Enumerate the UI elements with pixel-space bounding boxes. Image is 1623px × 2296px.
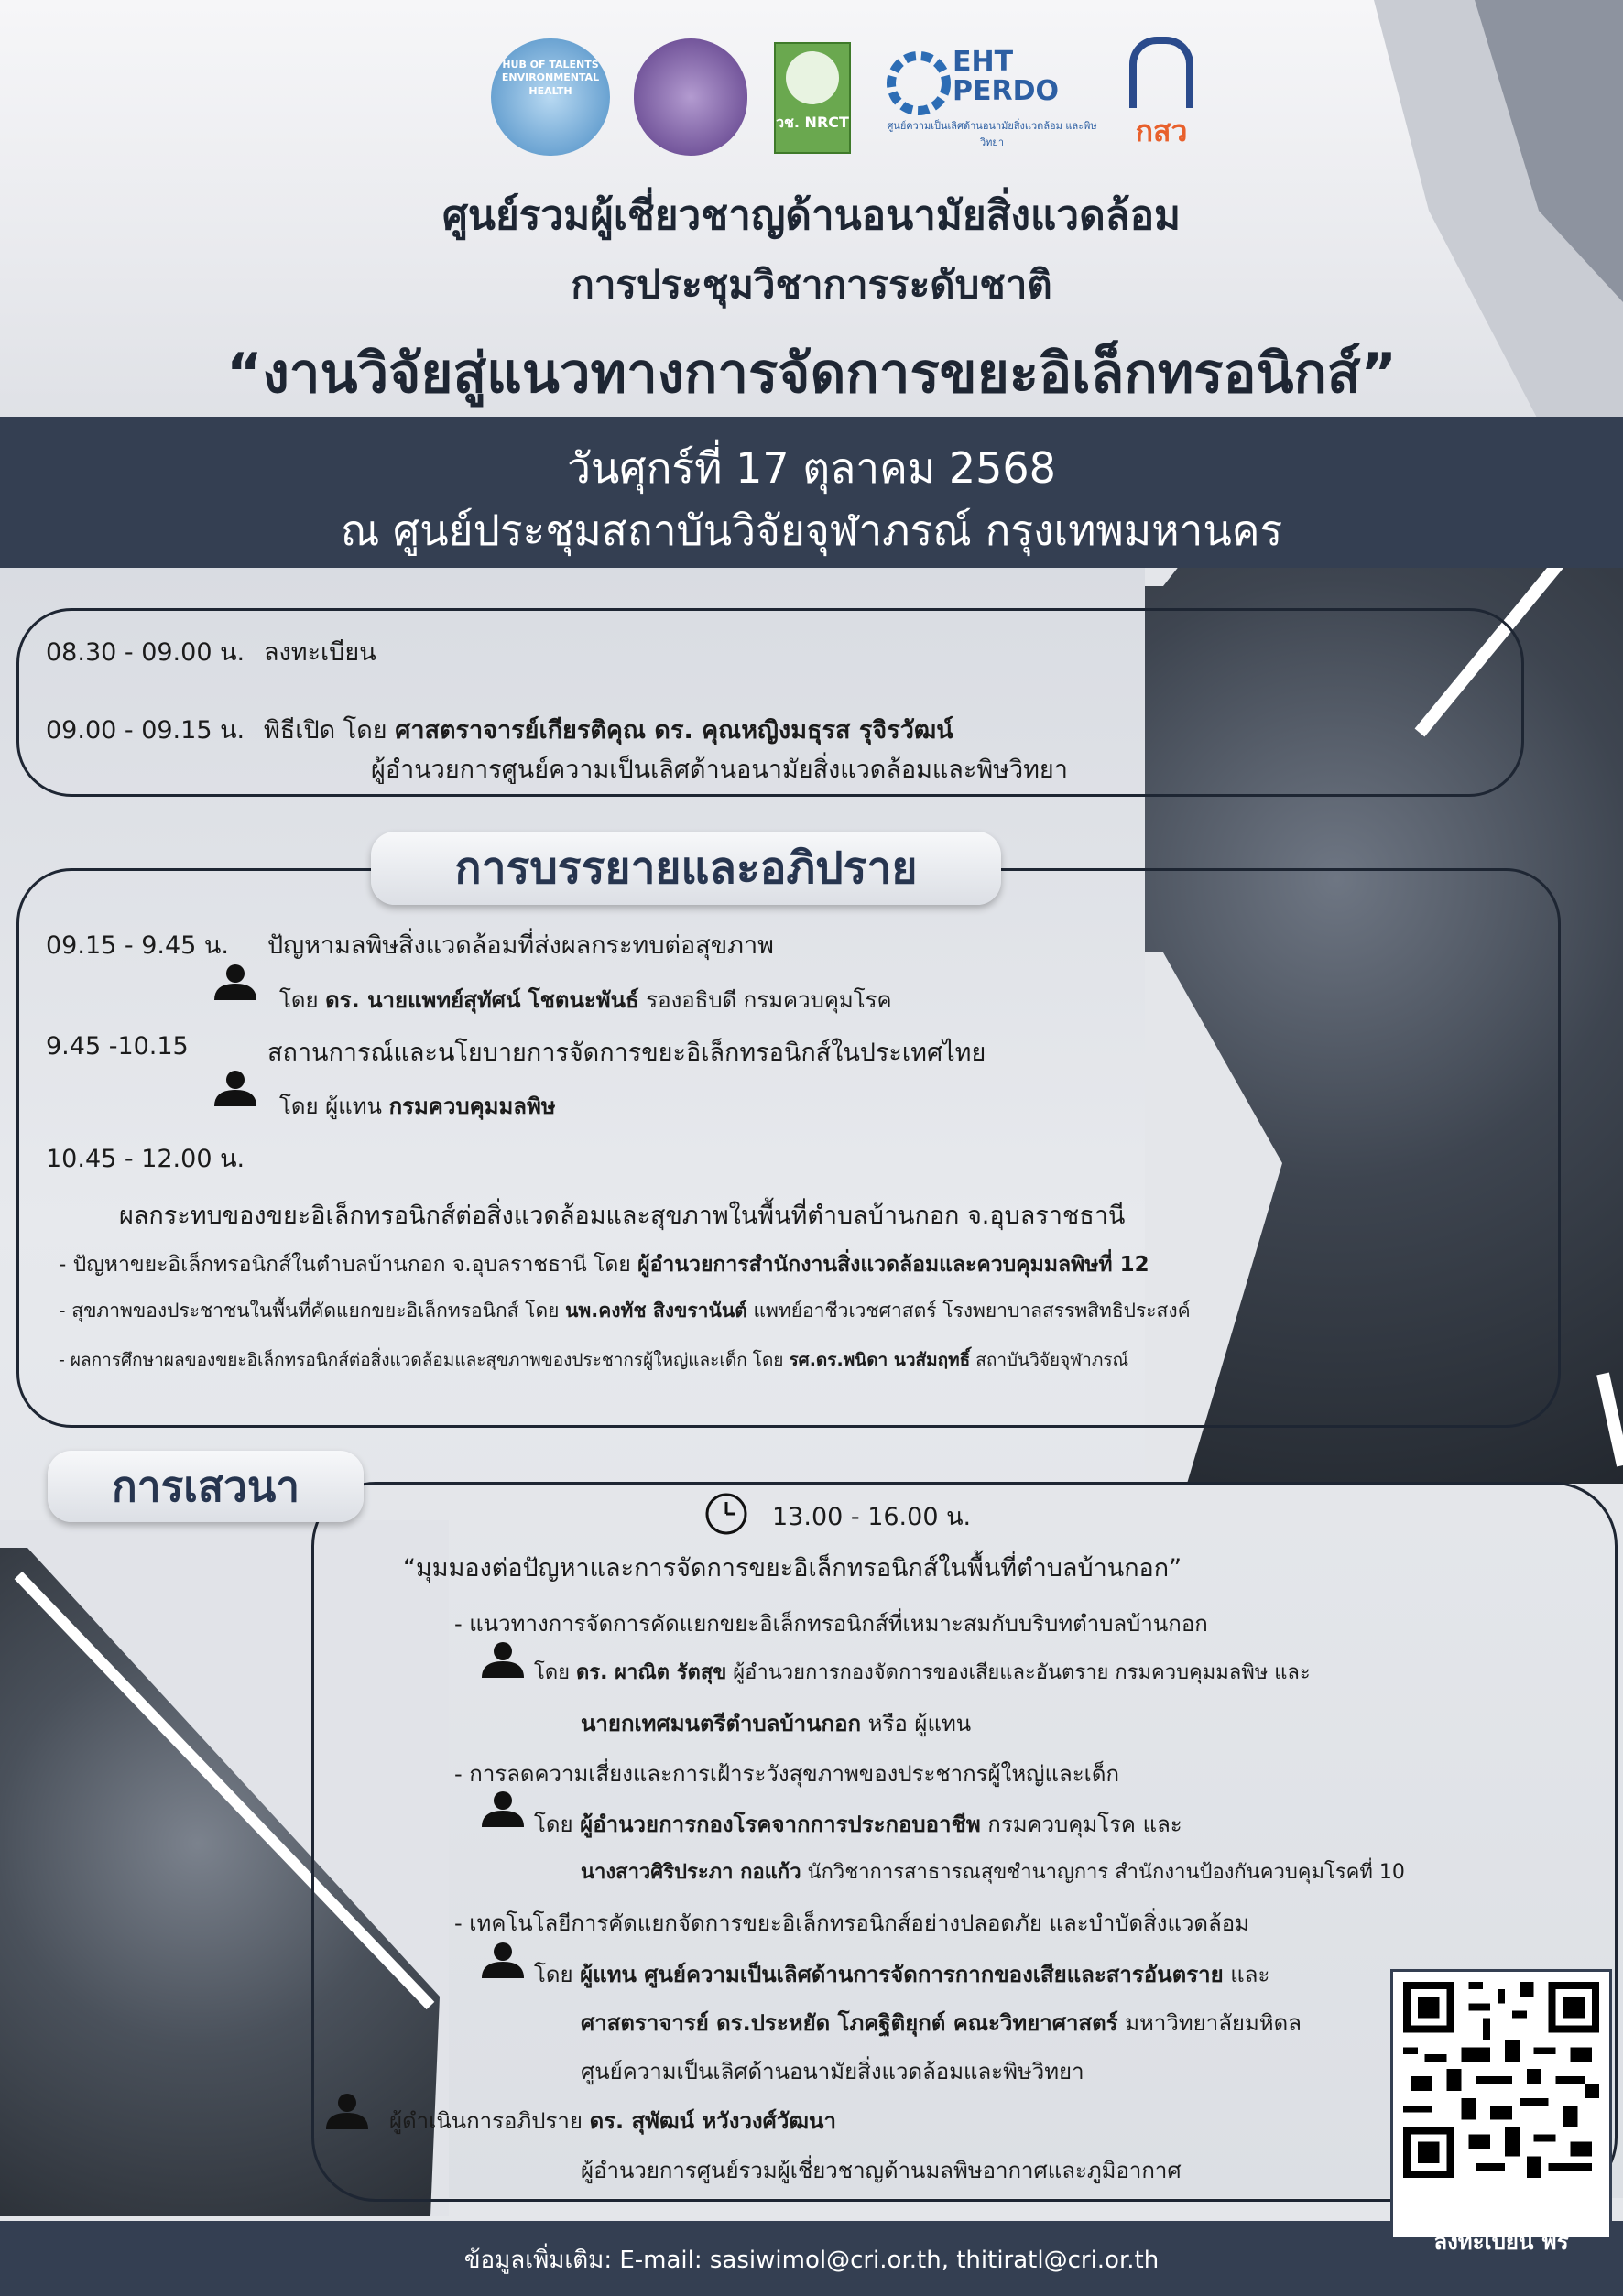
person-icon: [478, 1641, 528, 1678]
lecture-heading: การบรรยายและอภิปราย: [371, 832, 1001, 905]
event-type: การประชุมวิชาการระดับชาติ: [571, 262, 1052, 307]
s3-b3-speaker: รศ.ดร.พนิดา นวสัมฤทธิ์: [789, 1350, 971, 1370]
t1-speaker-2: นายกเทศมนตรีตำบลบ้านกอก: [581, 1711, 862, 1736]
contact-info[interactable]: ข้อมูลเพิ่มเติม: E-mail: sasiwimol@cri.or.th, thitiratl@cri.or.th: [463, 2247, 1160, 2274]
s2-by: โดย ผู้แทน: [279, 1094, 389, 1119]
opening-line: [264, 710, 953, 749]
t1-role: ผู้อำนวยการกองจัดการของเสียและอันตราย กรมควบคุมมลพิษ และ: [726, 1661, 1311, 1684]
s2-speaker: กรมควบคุมมลพิษ: [388, 1094, 556, 1119]
hub-of-talents-logo: [491, 38, 610, 156]
person-icon: [478, 1942, 528, 1978]
tsri-logo-text: กสว: [1135, 114, 1188, 148]
s3-b3-role: สถาบันวิจัยจุฬาภรณ์: [970, 1350, 1129, 1370]
lecture-box: [16, 868, 1561, 1428]
s3-b2-text: - สุขภาพของประชาชนในพื้นที่คัดแยกขยะอิเล็กทรอนิกส์ โดย: [59, 1300, 566, 1322]
t1-speaker-line: [534, 1656, 1311, 1688]
eht-swirl-icon: [887, 51, 951, 115]
person-icon: [211, 963, 260, 1000]
s3-b1-speaker: ผู้อำนวยการสำนักงานสิ่งแวดล้อมและควบคุมมลพิษที่ 12: [637, 1253, 1149, 1277]
event-date: วันศุกร์ที่ 17 ตุลาคม 2568: [567, 443, 1056, 493]
opening-by: พิธีเปิด โดย: [264, 716, 396, 745]
t2-role-2: นักวิชาการสาธารณสุขชำนาญการ สำนักงานป้องกันควบคุมโรคที่ 10: [801, 1861, 1405, 1884]
s3-b3-text: - ผลการศึกษาผลของขยะอิเล็กทรอนิกส์ต่อสิ่งแวดล้อมและสุขภาพของประชากรผู้ใหญ่และเด็ก โดย: [59, 1350, 790, 1370]
register-free-label: ลงทะเบียน ฟรี: [1433, 2229, 1569, 2255]
s1-speaker-line: [279, 982, 892, 1017]
t3-speaker-line-2: [581, 2005, 1302, 2040]
t2-by: โดย: [534, 1812, 581, 1837]
s3-bullet-2: [59, 1296, 1191, 1326]
nrct-logo: [774, 42, 851, 154]
s3-time: 10.45 - 12.00 น.: [46, 1145, 245, 1173]
moderator-speaker: ดร. สุพัฒน์ หวังวงศ์วัฒนา: [589, 2108, 836, 2134]
t2-speaker-line-2: [581, 1855, 1405, 1888]
person-icon: [211, 1070, 260, 1106]
t2-speaker-2: นางสาวศิริประภา กอแก้ว: [581, 1861, 801, 1884]
t1-speaker: ดร. ผาณิต รัตสุข: [576, 1661, 727, 1684]
s1-by: โดย: [279, 987, 326, 1013]
hub-logo-text: HUB OF TALENTS ENVIRONMENTAL HEALTH: [501, 59, 600, 97]
t3-role-2: มหาวิทยาลัยมหิดล: [1117, 2010, 1302, 2036]
nrct-logo-text: วช. NRCT: [776, 114, 849, 131]
t2-speaker: ผู้อำนวยการกองโรคจากการประกอบอาชีพ: [580, 1812, 981, 1837]
forum-topic-3: - เทคโนโลยีการคัดแยกจัดการขยะอิเล็กทรอนิกส์อย่างปลอดภัย และบำบัดสิ่งแวดล้อม: [454, 1910, 1249, 1936]
moderator-line: [389, 2103, 836, 2138]
forum-topic-2: - การลดความเสี่ยงและการเฝ้าระวังสุขภาพของประชากรผู้ใหญ่และเด็ก: [454, 1761, 1119, 1787]
opening-speaker: ศาสตราจารย์เกียรติคุณ ดร. คุณหญิงมธุรส รุจิรวัฒน์: [395, 716, 953, 745]
s1-speaker: ดร. นายแพทย์สุทัศน์ โชตนะพันธ์: [325, 987, 639, 1013]
t3-role: และ: [1223, 1962, 1270, 1987]
s3-bullet-1: [59, 1248, 1149, 1281]
moderator-role: ผู้อำนวยการศูนย์รวมผู้เชี่ยวชาญด้านมลพิษอากาศและภูมิอากาศ: [581, 2158, 1182, 2183]
eht-perdo-text: EHT PERDO: [953, 46, 1059, 107]
t1-role-2: หรือ ผู้แทน: [861, 1711, 972, 1736]
t1-by: โดย: [534, 1661, 576, 1684]
t2-role: กรมควบคุมโรค และ: [980, 1812, 1182, 1837]
registration-time: 08.30 - 09.00 น.: [46, 638, 245, 667]
s1-title: ปัญหามลพิษสิ่งแวดล้อมที่ส่งผลกระทบต่อสุขภาพ: [267, 931, 774, 960]
s3-b2-role: แพทย์อาชีวเวชศาสตร์ โรงพยาบาลสรรพสิทธิประสงค์: [746, 1300, 1191, 1322]
s3-bullet-3: [59, 1346, 1128, 1374]
person-icon: [322, 2093, 372, 2129]
tsri-logo: [1125, 37, 1198, 154]
opening-speaker-role: ผู้อำนวยการศูนย์ความเป็นเลิศด้านอนามัยสิ่งแวดล้อมและพิษวิทยา: [371, 756, 1068, 784]
s3-b1-text: - ปัญหาขยะอิเล็กทรอนิกส์ในตำบลบ้านกอก จ.อุบลราชธานี โดย: [59, 1253, 638, 1277]
s1-role: รองอธิบดี กรมควบคุมโรค: [638, 987, 892, 1013]
university-seal-logo: [634, 38, 747, 156]
event-venue: ณ ศูนย์ประชุมสถาบันวิจัยจุฬาภรณ์ กรุงเทพมหานคร: [340, 506, 1283, 555]
qr-code-icon[interactable]: [1396, 1975, 1607, 2185]
s3-title: ผลกระทบของขยะอิเล็กทรอนิกส์ต่อสิ่งแวดล้อมและสุขภาพในพื้นที่ตำบลบ้านกอก จ.อุบลราชธานี: [119, 1202, 1126, 1230]
organizer-title: ศูนย์รวมผู้เชี่ยวชาญด้านอนามัยสิ่งแวดล้อม: [441, 192, 1182, 239]
clock-icon: [703, 1491, 749, 1537]
forum-heading: การเสวนา: [48, 1451, 364, 1522]
s2-time: 9.45 -10.15: [46, 1032, 189, 1061]
t3-speaker: ผู้แทน ศูนย์ความเป็นเลิศด้านการจัดการกากของเสียและสารอันตราย: [580, 1962, 1224, 1987]
t3-speaker-line: [534, 1956, 1269, 1992]
s3-b2-speaker: นพ.คงทัช สิงขรานันต์: [565, 1300, 747, 1322]
person-icon: [478, 1790, 528, 1827]
eht-perdo-logo: [887, 48, 1097, 148]
registration-text: ลงทะเบียน: [264, 638, 376, 667]
forum-topic-1: - แนวทางการจัดการคัดแยกขยะอิเล็กทรอนิกส์ที่เหมาะสมกับบริบทตำบลบ้านกอก: [454, 1611, 1208, 1637]
t2-speaker-line: [534, 1806, 1182, 1842]
t3-line-3: ศูนย์ความเป็นเลิศด้านอนามัยสิ่งแวดล้อมและพิษวิทยา: [581, 2059, 1084, 2084]
qr-code-box[interactable]: [1390, 1969, 1612, 2240]
eht-perdo-subtext: ศูนย์ความเป็นเลิศด้านอนามัยสิ่งแวดล้อม และพิษวิทยา: [887, 120, 1097, 148]
moderator-label: ผู้ดำเนินการอภิปราย: [389, 2108, 590, 2134]
opening-time: 09.00 - 09.15 น.: [46, 716, 245, 745]
t3-speaker-2: ศาสตราจารย์ ดร.ประหยัด โภคฐิติยุกต์ คณะวิทยาศาสตร์: [581, 2010, 1118, 2036]
forum-title: “มุมมองต่อปัญหาและการจัดการขยะอิเล็กทรอนิกส์ในพื้นที่ตำบลบ้านกอก”: [403, 1554, 1182, 1583]
t1-speaker-line-2: [581, 1705, 971, 1741]
forum-time: 13.00 - 16.00 น.: [772, 1503, 972, 1531]
event-title: “งานวิจัยสู่แนวทางการจัดการขยะอิเล็กทรอนิกส์”: [226, 342, 1397, 406]
s1-time: 09.15 - 9.45 น.: [46, 931, 229, 960]
t3-by: โดย: [534, 1962, 581, 1987]
s2-title: สถานการณ์และนโยบายการจัดการขยะอิเล็กทรอนิกส์ในประเทศไทย: [267, 1039, 986, 1067]
s2-speaker-line: [279, 1088, 556, 1124]
